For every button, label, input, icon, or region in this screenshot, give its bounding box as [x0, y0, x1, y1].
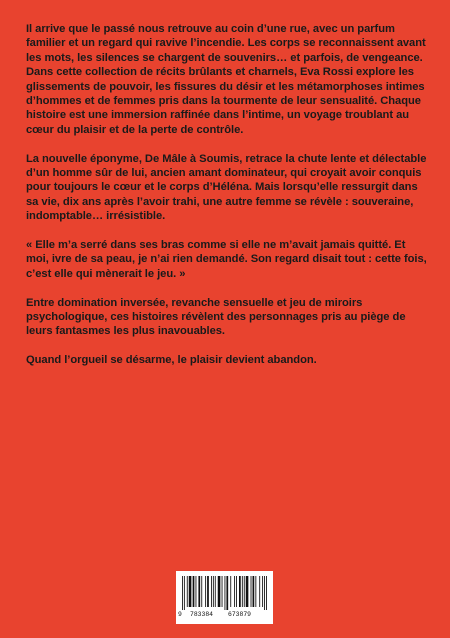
back-cover-text	[26, 22, 430, 368]
title-story-paragraph: La nouvelle éponyme, De Mâle à Soumis, retrace la chute lente et délectable d’un homme sûr de lui, ancien amant dominateur, qui croyait avoir conquis pour toujours le cœur et le corps d’Héléna. Mais lorsqu’elle ressurgit dans sa vie, dix ans après l’avoir trahi, une autre femme se révèle : souveraine, indomptable… irrésistible.	[26, 152, 427, 223]
paragraph-gap	[26, 224, 430, 238]
barcode-bars	[182, 576, 267, 610]
paragraph-gap	[26, 137, 430, 151]
paragraph-gap	[26, 339, 430, 353]
tagline-paragraph: Quand l’orgueil se désarme, le plaisir devient abandon.	[26, 354, 317, 367]
isbn-barcode	[176, 571, 273, 624]
intro-paragraph: Il arrive que le passé nous retrouve au coin d’une rue, avec un parfum familier et un regard qui ravive l’incendie. Les corps se reconnaissent avant les mots, les silences se chargent de souvenirs… et parfois, de vengeance.	[26, 23, 426, 64]
quote-paragraph: « Elle m’a serré dans ses bras comme si elle ne m’avait jamais quitté. Et moi, ivre de sa peau, je n’ai rien demandé. Son regard disait tout : cette fois, c’est elle qui mènerait le jeu. »	[26, 239, 427, 280]
collection-paragraph: Dans cette collection de récits brûlants et charnels, Eva Rossi explore les glissements de pouvoir, les fissures du désir et les métamorphoses intimes d’hommes et de femmes pris dans la tourmente de leur sensualité. Chaque histoire est une immersion raffinée dans l’intime, un voyage troublant au cœur du plaisir et de la perte de contrôle.	[26, 66, 425, 136]
themes-paragraph: Entre domination inversée, revanche sensuelle et jeu de miroirs psychologique, ces histoires révèlent des personnages pris au piège de leurs fantasmes les plus inavouables.	[26, 296, 406, 338]
isbn-left-digits: 783384	[190, 611, 214, 618]
paragraph-gap	[26, 281, 430, 295]
isbn-first-digit: 9	[178, 611, 182, 618]
isbn-right-digits: 673879	[228, 611, 252, 618]
